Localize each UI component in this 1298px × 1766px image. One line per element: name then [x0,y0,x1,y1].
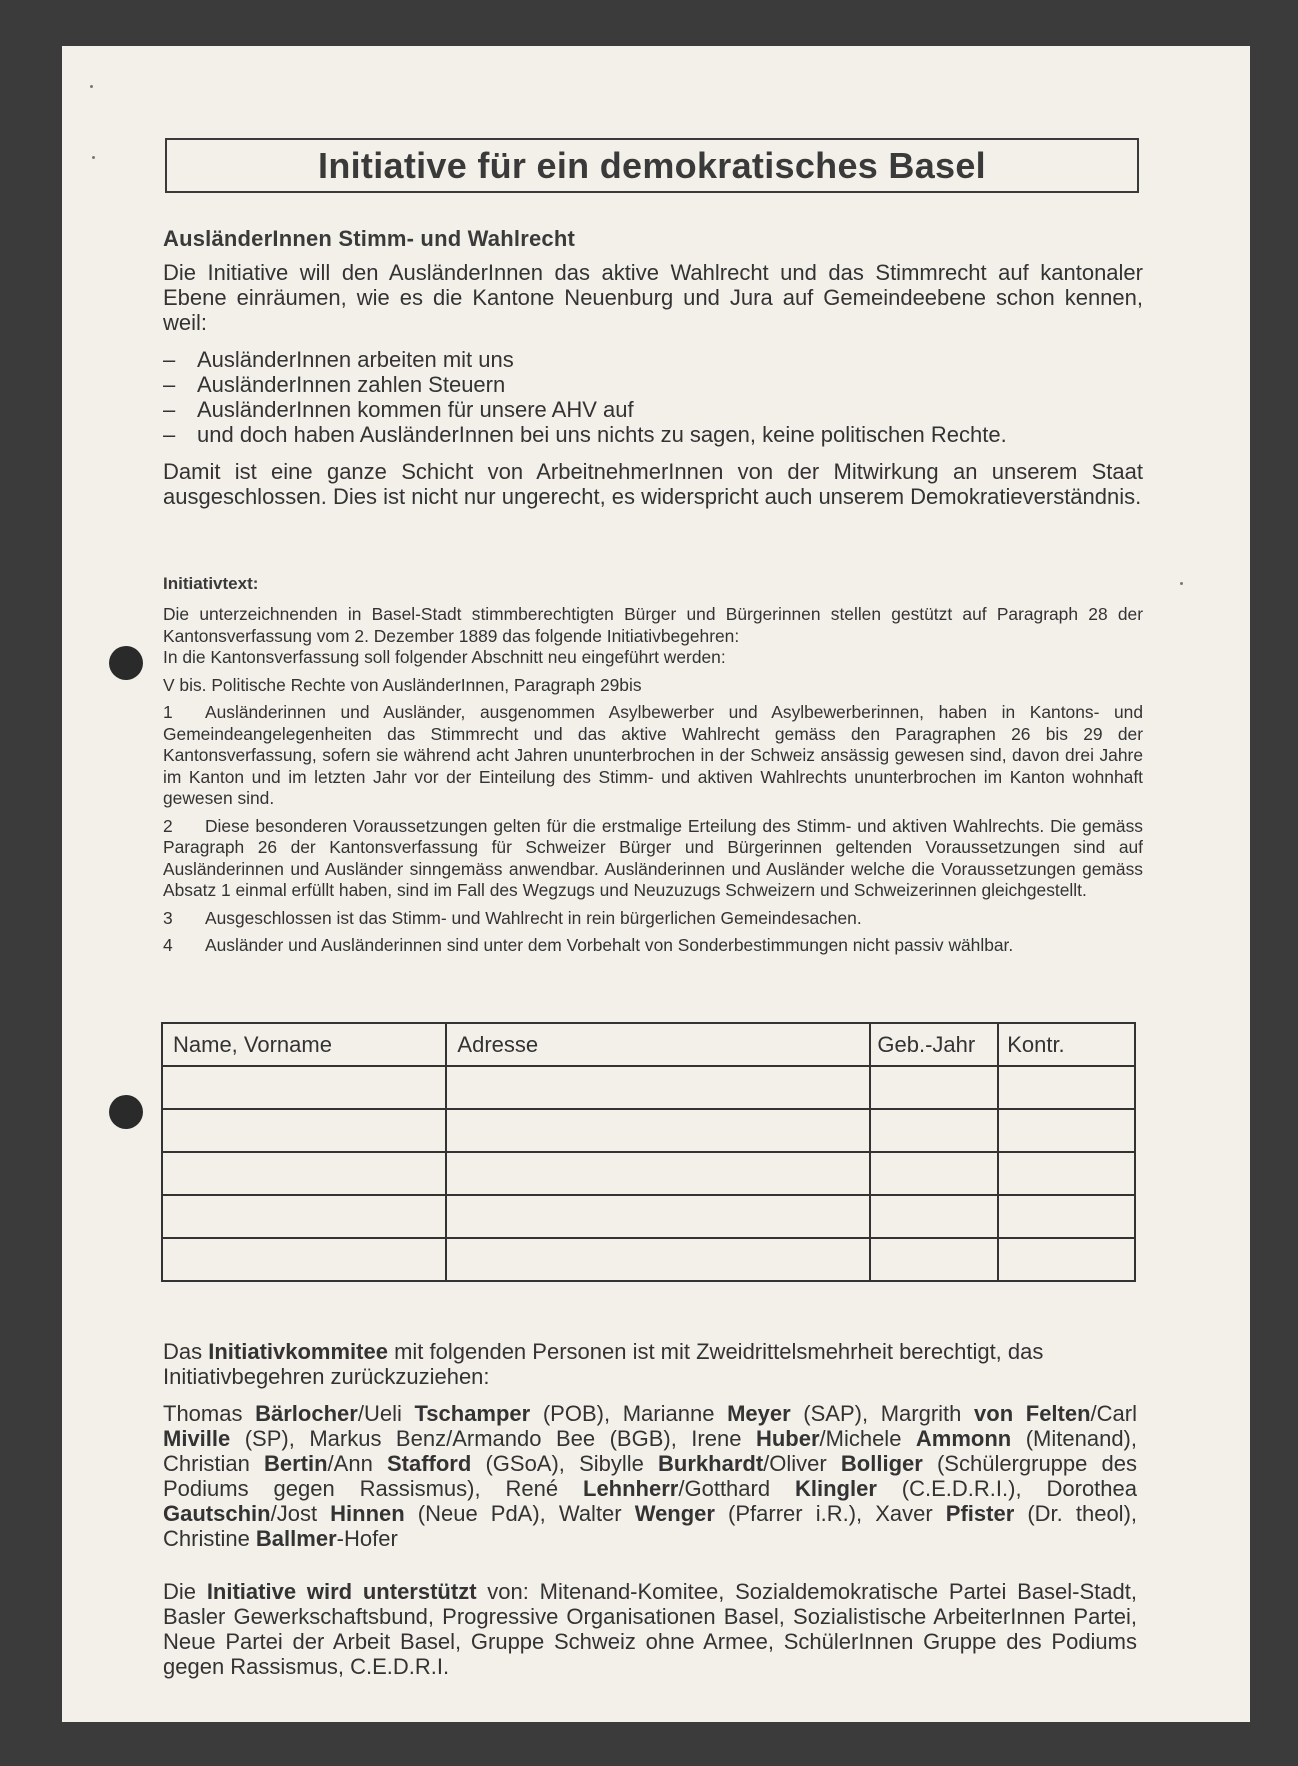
column-header-name: Name, Vorname [162,1023,446,1066]
paper-speck [1180,582,1183,585]
supporters-paragraph [163,1579,1137,1679]
member-first-name: Marianne [622,1401,728,1426]
initiative-text-label: Initiativtext: [163,574,259,593]
paragraph-1 [163,702,1143,810]
member-surname: Bertin [263,1451,328,1476]
member-first-name: Thomas [163,1401,256,1426]
paper-sheet [62,46,1250,1722]
address-cell[interactable] [446,1195,870,1238]
member-affiliation: (BGB), [595,1426,692,1451]
member-surname: Huber [755,1426,820,1451]
member-affiliation: (Mitenand), [1011,1426,1137,1451]
member-first-name: Markus Benz/Armando Bee [309,1426,596,1451]
paragraph-text: Diese besonderen Voraussetzungen gelten für die erstmalige Erteilung des Stimm- und aktiven Wahlrechts. Die gemäss Paragraph 26 der Kantonsverfassung für Schweizer Bürger und Bürgerinnen geltenden Voraussetzungen sind auf Ausländerinnen und Ausländer sinngemäss anwendbar. Ausländerinnen und Ausländer welche die Voraussetzungen gemäss Absatz 1 einmal erfüllt haben, sind im Fall des Wegzugs und Neuzuzugs Schweizern und Schweizerinnen gleichgestellt. [163,815,1143,900]
list-item-text: AusländerInnen kommen für unsere AHV auf [197,397,634,422]
list-item-text: AusländerInnen zahlen Steuern [197,372,506,397]
member-surname: Stafford [386,1451,472,1476]
name-cell[interactable] [162,1152,446,1195]
paragraph-text: Ausländerinnen und Ausländer, ausgenommen Asylbewerber und Asylbewerberinnen, haben in Kantons- und Gemeindeangelegenheiten das Stimmrecht und das aktive Wahlrecht gemäss den Paragraphen 26 bis 29 der Kantonsverfassung, sofern sie während acht Jahren ununterbrochen in der Schweiz ansässig gewesen sind, davon drei Jahre im Kanton und im letzten Jahr vor der Einteilung des Stimm- und aktiven Wahlrechts ununterbrochen im Kanton wohnhaft gewesen sind. [163,702,1143,808]
list-item [163,422,1143,447]
member-surname: Gautschin [163,1501,271,1526]
paragraph-number: 4 [163,935,173,955]
member-surname: Pfister [945,1501,1015,1526]
address-cell[interactable] [446,1109,870,1152]
list-item [163,372,1143,397]
member-first-name: Ann [333,1451,387,1476]
section-heading: AusländerInnen Stimm- und Wahlrecht [163,226,575,251]
member-affiliation: / [1090,1401,1097,1426]
control-cell [998,1066,1135,1109]
supporters-bold: Initiative wird unterstützt [206,1579,477,1604]
member-affiliation: / [678,1476,685,1501]
member-surname: Ballmer [255,1526,337,1551]
member-surname: Klingler [795,1476,877,1501]
member-affiliation: (Dr. theol), [1014,1501,1138,1526]
table-header-row [162,1023,1135,1066]
member-first-name: Walter [558,1501,635,1526]
table-row [162,1152,1135,1195]
list-item-text: und doch haben AusländerInnen bei uns nichts zu sagen, keine politischen Rechte. [197,422,1007,447]
address-cell[interactable] [446,1238,870,1281]
member-first-name: Margrith [880,1401,975,1426]
signature-table [161,1022,1136,1282]
member-affiliation: / [819,1426,826,1451]
member-affiliation: (SP), [230,1426,310,1451]
initiative-insert-line: In die Kantonsverfassung soll folgender Abschnitt neu eingeführt werden: [163,647,726,667]
supporters-section [163,1579,1137,1679]
control-cell [998,1238,1135,1281]
conclusion-paragraph: Damit ist eine ganze Schicht von ArbeitnehmerInnen von der Mitwirkung an unserem Staat ausgeschlossen. Dies ist nicht nur ungerecht, es widerspricht auch unserem Demokratieverständnis. [163,459,1143,509]
name-cell[interactable] [162,1066,446,1109]
member-affiliation: (POB), [530,1401,623,1426]
paper-speck [92,156,95,159]
committee-members [163,1401,1137,1551]
birth-year-cell[interactable] [870,1152,998,1195]
paragraph-text: Ausländer und Ausländerinnen sind unter dem Vorbehalt von Sonderbestimmungen nicht passiv wählbar. [205,935,1014,955]
member-surname: Burkhardt [658,1451,764,1476]
column-header-control: Kontr. [998,1023,1135,1066]
title-box [165,138,1139,193]
member-surname: Hinnen [330,1501,405,1526]
list-item-text: AusländerInnen arbeiten mit uns [197,347,514,372]
member-affiliation: / [357,1401,364,1426]
name-cell[interactable] [162,1109,446,1152]
member-surname: Bolliger [840,1451,923,1476]
supporters-prefix: Die [163,1579,207,1604]
member-affiliation: -Hofer [336,1526,398,1551]
member-first-name: Christine [163,1526,256,1551]
committee-section [163,1339,1137,1551]
list-item [163,347,1143,372]
member-surname: Ammonn [915,1426,1012,1451]
column-header-address: Adresse [446,1023,870,1066]
birth-year-cell[interactable] [870,1109,998,1152]
control-cell [998,1109,1135,1152]
birth-year-cell[interactable] [870,1238,998,1281]
initiative-text [163,604,1143,957]
control-cell [998,1152,1135,1195]
intro-paragraph: Die Initiative will den AusländerInnen das aktive Wahlrecht und das Stimmrecht auf kantonaler Ebene einräumen, wie es die Kantone Neuenburg und Jura auf Gemeindeebene schon kennen, weil: [163,260,1143,335]
punch-hole [109,1095,143,1129]
member-surname: von Felten [974,1401,1091,1426]
name-cell[interactable] [162,1195,446,1238]
member-affiliation: / [327,1451,334,1476]
intro-section [163,260,1143,509]
member-affiliation: / [270,1501,277,1526]
member-surname: Meyer [727,1401,791,1426]
member-surname: Lehnherr [583,1476,679,1501]
member-first-name: Oliver [769,1451,841,1476]
table-row [162,1109,1135,1152]
page-title: Initiative für ein demokratisches Basel [318,144,986,186]
paper-speck [90,85,93,88]
member-affiliation: / [763,1451,770,1476]
member-first-name: Jost [276,1501,331,1526]
birth-year-cell[interactable] [870,1066,998,1109]
paragraph-number: 3 [163,907,173,928]
member-surname: Miville [163,1426,231,1451]
supporters-suffix: von: Mitenand-Komitee, Sozialdemokratische Partei Basel-Stadt, Basler Gewerkschaftsbund, Progressive Organisationen Basel, Sozialistische ArbeiterInnen Partei, Neue Partei der Arbeit Basel, Gruppe Schweiz ohne Armee, SchülerInnen Gruppe des Podiums gegen Rassismus, C.E.D.R.I. [163,1579,1137,1679]
paragraph-number: 1 [163,702,173,722]
member-affiliation: (C.E.D.R.I.), [876,1476,1047,1501]
member-first-name: Sibylle [579,1451,659,1476]
committee-intro-suffix: mit folgenden Personen ist mit Zweidrittelsmehrheit berechtigt, das Initiativbegehren zurückzuziehen: [163,1339,1044,1389]
control-cell [998,1195,1135,1238]
punch-hole [109,646,143,680]
committee-intro-bold: Initiativkommitee [208,1339,388,1364]
member-first-name: Irene [691,1426,756,1451]
member-surname: Bärlocher [255,1401,358,1426]
member-affiliation: (GSoA), [471,1451,580,1476]
member-affiliation: (Schülergruppe des Podiums gegen Rassismus), [163,1451,1138,1501]
member-first-name: Michele [825,1426,916,1451]
member-surname: Tschamper [414,1401,531,1426]
table-row [162,1238,1135,1281]
address-cell[interactable] [446,1152,870,1195]
committee-intro [163,1339,1137,1389]
initiative-preamble: Die unterzeichnenden in Basel-Stadt stimmberechtigten Bürger und Bürgerinnen stellen gestützt auf Paragraph 28 der Kantonsverfassung vom 2. Dezember 1889 das folgende Initiativbegehren: [163,604,1143,646]
paragraph-4 [163,935,1143,957]
section-title: V bis. Politische Rechte von AusländerInnen, Paragraph 29bis [163,674,642,695]
paragraph-text: Ausgeschlossen ist das Stimm- und Wahlrecht in rein bürgerlichen Gemeindesachen. [205,907,862,928]
member-first-name: René [505,1476,583,1501]
member-first-name: Dorothea [1046,1476,1138,1501]
member-affiliation: (Pfarrer i.R.), [714,1501,876,1526]
member-first-name: Ueli [363,1401,415,1426]
member-affiliation: (SAP), [790,1401,881,1426]
column-header-birth-year: Geb.-Jahr [870,1023,998,1066]
dash-icon: – [163,372,176,397]
reasons-list [163,347,1143,447]
committee-intro-prefix: Das [163,1339,209,1364]
member-first-name: Gotthard [684,1476,795,1501]
member-affiliation: (Neue PdA), [404,1501,559,1526]
paragraph-2 [163,816,1143,902]
list-item [163,397,1143,422]
dash-icon: – [163,422,176,447]
name-cell[interactable] [162,1238,446,1281]
paragraph-number: 2 [163,815,173,836]
member-first-name: Xaver [875,1501,946,1526]
member-surname: Wenger [634,1501,715,1526]
address-cell[interactable] [446,1066,870,1109]
dash-icon: – [163,397,176,422]
table-row [162,1195,1135,1238]
birth-year-cell[interactable] [870,1195,998,1238]
table-row [162,1066,1135,1109]
dash-icon: – [163,347,176,372]
member-first-name: Carl [1096,1401,1138,1426]
member-first-name: Christian [163,1451,264,1476]
paragraph-3 [163,908,1143,930]
